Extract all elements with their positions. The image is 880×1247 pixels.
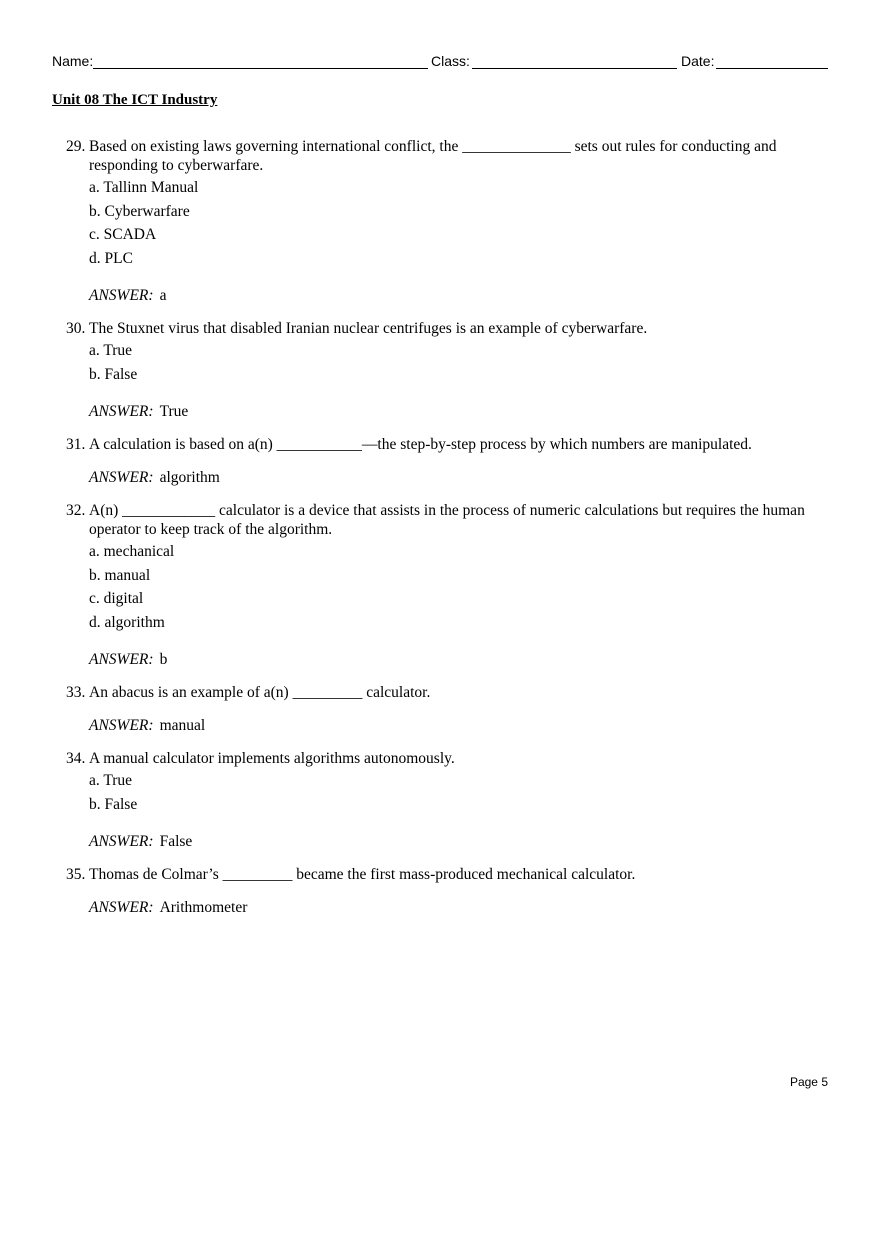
option: d. PLC xyxy=(89,249,133,267)
question-29 xyxy=(66,137,806,305)
options-list xyxy=(89,771,806,818)
answer-line xyxy=(89,650,806,669)
answer-value: True xyxy=(159,403,189,420)
option: c. SCADA xyxy=(89,226,157,243)
answer-label: ANSWER: xyxy=(89,899,154,916)
question-number: 34. xyxy=(66,750,86,767)
answer-label: ANSWER: xyxy=(89,717,154,734)
answer-value: manual xyxy=(159,717,206,734)
question-31 xyxy=(66,435,806,487)
question-text: Thomas de Colmar’s _________ became the first mass-produced mechanical calculator. xyxy=(89,866,636,883)
option: a. True xyxy=(89,772,133,789)
page-number: Page 5 xyxy=(789,1075,828,1089)
option: b. False xyxy=(89,365,138,383)
option: c. digital xyxy=(89,590,144,607)
question-33 xyxy=(66,683,806,735)
date-label: Date: xyxy=(681,53,715,69)
question-number: 29. xyxy=(66,138,86,155)
answer-line xyxy=(89,832,806,851)
options-list xyxy=(89,178,806,272)
answer-value: False xyxy=(159,833,193,850)
answer-value: b xyxy=(159,651,168,668)
question-text: The Stuxnet virus that disabled Iranian nuclear centrifuges is an example of cyberwarfare. xyxy=(89,320,648,337)
answer-label: ANSWER: xyxy=(89,287,154,304)
question-32 xyxy=(66,501,806,669)
question-34 xyxy=(66,749,806,851)
date-line xyxy=(716,68,828,69)
question-text: An abacus is an example of a(n) _________ calculator. xyxy=(89,684,431,701)
question-text: A manual calculator implements algorithms autonomously. xyxy=(89,750,455,767)
question-list xyxy=(66,137,806,917)
option: a. Tallinn Manual xyxy=(89,179,199,196)
answer-label: ANSWER: xyxy=(89,469,154,486)
option: a. mechanical xyxy=(89,543,175,560)
question-number: 32. xyxy=(66,502,86,519)
unit-title: Unit 08 The ICT Industry xyxy=(52,92,218,108)
answer-line xyxy=(89,286,806,305)
question-text: Based on existing laws governing international conflict, the ______________ sets out rules for conducting and responding to cyberwarfare. xyxy=(89,138,777,174)
answer-label: ANSWER: xyxy=(89,651,154,668)
question-text: A(n) ____________ calculator is a device that assists in the process of numeric calculations but requires the human operator to keep track of the algorithm. xyxy=(89,502,805,538)
option: b. False xyxy=(89,795,138,813)
question-35 xyxy=(66,865,806,917)
options-list xyxy=(89,542,806,636)
option: d. algorithm xyxy=(89,613,165,631)
answer-label: ANSWER: xyxy=(89,403,154,420)
options-list xyxy=(89,341,806,388)
question-number: 33. xyxy=(66,684,86,701)
answer-line xyxy=(89,716,806,735)
class-line xyxy=(472,68,677,69)
answer-value: a xyxy=(159,287,167,304)
name-line xyxy=(93,68,428,69)
question-30 xyxy=(66,319,806,421)
answer-value: Arithmometer xyxy=(159,899,248,916)
answer-line xyxy=(89,898,806,917)
question-text: A calculation is based on a(n) ___________—the step-by-step process by which numbers are manipulated. xyxy=(89,436,752,453)
question-number: 31. xyxy=(66,436,86,453)
question-number: 35. xyxy=(66,866,86,883)
answer-value: algorithm xyxy=(159,469,220,486)
answer-line xyxy=(89,402,806,421)
question-number: 30. xyxy=(66,320,86,337)
answer-line xyxy=(89,468,806,487)
name-label: Name: xyxy=(52,53,94,69)
option: b. Cyberwarfare xyxy=(89,202,190,220)
class-label: Class: xyxy=(431,53,470,69)
option: b. manual xyxy=(89,566,151,584)
answer-label: ANSWER: xyxy=(89,833,154,850)
option: a. True xyxy=(89,342,133,359)
worksheet-header xyxy=(52,52,828,72)
